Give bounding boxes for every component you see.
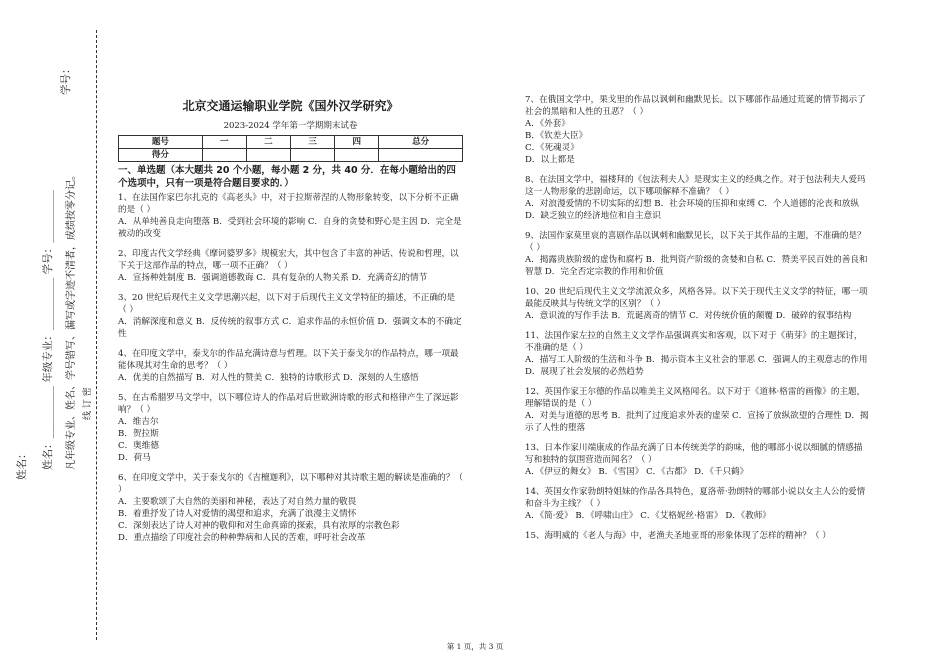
question <box>525 230 870 278</box>
question-option: A．《简·爱》 B．《呼啸山庄》 C．《艾格妮丝·格雷》 D．《教师》 <box>525 511 771 521</box>
question <box>118 348 463 384</box>
binding-student-fields: 姓名：__________ 年级专业：__________ 学号：__________ <box>42 190 54 470</box>
score-row-label: 得分 <box>119 149 203 162</box>
question-option: B．《钦差大臣》 <box>525 131 588 141</box>
score-header-cell: 总分 <box>379 136 463 149</box>
question-option: D．缺乏独立的经济地位和自主意识 <box>525 211 661 221</box>
binding-warning: 凡年级专业、姓名、学号错写、漏写或字迹不清者，成绩按零分记。 <box>66 170 77 470</box>
question <box>118 392 463 464</box>
question-text: 10、20 世纪后现代主义文学流派众多，风格各异。以下关于现代主义文学的特征，哪一项最能反映其与传统文学的区别？（ ） <box>525 287 868 309</box>
question <box>525 286 870 322</box>
right-question-list <box>525 94 870 542</box>
question <box>525 530 870 542</box>
question-text: 5、在古希腊罗马文学中，以下哪位诗人的作品对后世欧洲诗歌的形式和格律产生了深远影响？（ ） <box>118 393 459 415</box>
score-table-header-row <box>119 136 463 149</box>
score-header-cell: 三 <box>290 136 334 149</box>
question-option: D．荷马 <box>118 453 151 463</box>
question-text: 13、日本作家川端康成的作品充满了日本传统美学的韵味，他的哪部小说以细腻的情感描写和独特的氛围营造而闻名？（ ） <box>525 443 863 465</box>
question-text: 8、在法国文学中，福楼拜的《包法利夫人》是现实主义的经典之作。对于包法利夫人爱玛这一人物形象的悲剧命运，以下哪项解释不准确？（ ） <box>525 175 866 197</box>
question-text: 2、印度古代文学经典《摩诃婆罗多》规模宏大，其中包含了丰富的神话、传说和哲理，以下关于这部作品的特点，哪一项不正确？（ ） <box>118 249 459 271</box>
question-option: D．以上都是 <box>525 155 575 165</box>
question-option: A．主要歌颂了大自然的美丽和神秘，表达了对自然力量的敬畏 <box>118 497 357 507</box>
score-cell <box>335 149 379 162</box>
question <box>525 330 870 378</box>
exam-title: 北京交通运输职业学院《国外汉学研究》 <box>182 99 399 113</box>
question <box>525 94 870 166</box>
question-option: C．《死魂灵》 <box>525 143 579 153</box>
right-column <box>525 94 870 550</box>
page-footer: 第 1 页，共 3 页 <box>446 642 504 651</box>
score-cell <box>202 149 246 162</box>
question-option: A．从单纯善良走向堕落 B．受到社会环境的影响 C．自身的贪婪和野心是主因 D．完全是被动的改变 <box>118 217 462 239</box>
score-cell <box>379 149 463 162</box>
question <box>118 472 463 544</box>
question-text: 15、海明威的《老人与海》中，老渔夫圣地亚哥的形象体现了怎样的精神？（ ） <box>525 531 831 541</box>
score-cell <box>246 149 290 162</box>
question-option: C．深刻表达了诗人对神的敬仰和对生命真谛的探索，具有浓厚的宗教色彩 <box>118 521 400 531</box>
question-option: A．意识流的写作手法 B．荒诞离奇的情节 C．对传统价值的颠覆 D．破碎的叙事结构 <box>525 311 852 321</box>
exam-subtitle: 2023-2024 学年第一学期期末试卷 <box>223 121 358 131</box>
question <box>118 292 463 340</box>
question-option: A．《伊豆的舞女》 B．《雪国》 C．《古都》 D．《千只鹤》 <box>525 467 749 477</box>
question-option: D．重点描绘了印度社会的种种弊病和人民的苦难，呼吁社会改革 <box>118 533 366 543</box>
question-text: 9、法国作家莫里哀的喜剧作品以讽刺和幽默见长，以下关于其作品的主题，不准确的是？（ ） <box>525 231 866 253</box>
score-header-cell: 四 <box>335 136 379 149</box>
question-option: A．对浪漫爱情的不切实际的幻想 B．社会环境的压抑和束缚 C．个人道德的沦丧和放纵 <box>525 199 859 209</box>
question-text: 12、英国作家王尔德的作品以唯美主义风格闻名。以下对于《道林·格雷的画像》的主题，理解错误的是（ ） <box>525 387 866 409</box>
question <box>118 192 463 240</box>
score-table-score-row <box>119 149 463 162</box>
question-text: 14、英国女作家勃朗特姐妹的作品各具特色，夏洛蒂·勃朗特的哪部小说以女主人公的爱情和奋斗为主线？（ ） <box>525 487 866 509</box>
question-option: B．贺拉斯 <box>118 429 159 439</box>
question-text: 1、在法国作家巴尔扎克的《高老头》中，对于拉斯蒂涅的人物形象转变，以下分析不正确的是（ ） <box>118 193 459 215</box>
question <box>525 174 870 222</box>
left-question-list <box>118 192 463 544</box>
question-option: A．描写工人阶级的生活和斗争 B．揭示资本主义社会的罪恶 C．强调人的主观意志的作用 <box>525 355 868 365</box>
score-header-cell: 题号 <box>119 136 203 149</box>
question <box>525 442 870 478</box>
binding-margin <box>0 0 105 672</box>
question-option: C．奥维德 <box>118 441 159 451</box>
left-column <box>118 100 463 552</box>
question-option: A．优美的自然描写 B．对人性的赞美 C．独特的诗歌形式 D．深刻的人生感悟 <box>118 373 419 383</box>
score-header-cell: 二 <box>246 136 290 149</box>
binding-dash-line <box>96 30 97 640</box>
score-cell <box>290 149 334 162</box>
question-option: A．《外套》 <box>525 119 570 129</box>
question-text: 4、在印度文学中，泰戈尔的作品充满诗意与哲理。以下关于泰戈尔的作品特点，哪一项最能体现其对生命的思考？（ ） <box>118 349 459 371</box>
score-table <box>118 135 463 162</box>
question-text: 7、在俄国文学中，果戈里的作品以讽刺和幽默见长。以下哪部作品通过荒诞的情节揭示了社会的黑暗和人性的丑恶？（ ） <box>525 95 866 117</box>
question-option: A．对美与道德的思考 B．批判了过度追求外表的虚荣 C．宣扬了放纵欲望的合理性 D．揭示了人性的堕落 <box>525 411 869 433</box>
question-text: 3、20 世纪后现代主义文学思潮兴起，以下对于后现代主义文学特征的描述，不正确的是（ ） <box>118 293 456 315</box>
question-text: 11、法国作家左拉的自然主义文学作品强调真实和客观，以下对于《萌芽》的主题探讨，不准确的是（ ） <box>525 331 863 353</box>
binding-seal-text: 线 订 密 <box>83 387 93 420</box>
question <box>525 386 870 434</box>
binding-name-field: 姓名： <box>16 448 28 480</box>
question-text: 6、在印度文学中，关于泰戈尔的《吉檀迦利》，以下哪种对其诗歌主题的解读是准确的？（ ） <box>118 473 463 495</box>
score-header-cell: 一 <box>202 136 246 149</box>
question-option: B．着重抒发了诗人对爱情的渴望和追求，充满了浪漫主义情怀 <box>118 509 357 519</box>
question <box>525 486 870 522</box>
question-option: A．揭露贵族阶级的虚伪和腐朽 B．批判资产阶级的贪婪和自私 C．赞美平民百姓的善良和智慧 D．完全否定宗教的作用和价值 <box>525 255 868 277</box>
question-option: A．消解深度和意义 B．反传统的叙事方式 C．追求作品的永恒价值 D．强调文本的不确定性 <box>118 317 462 339</box>
question-option: A．维吉尔 <box>118 417 159 427</box>
question-option: D．展现了社会发展的必然趋势 <box>525 367 644 377</box>
question-option: A．宣扬种姓制度 B．强调道德教诲 C．具有复杂的人物关系 D．充满奇幻的情节 <box>118 273 428 283</box>
question <box>118 248 463 284</box>
section-heading: 一、单选题（本大题共 20 个小题，每小题 2 分，共 40 分．在每小题给出的四个选项中，只有一项是符合题目要求的．） <box>118 165 456 189</box>
binding-student-id-label: 学号： <box>60 63 72 95</box>
